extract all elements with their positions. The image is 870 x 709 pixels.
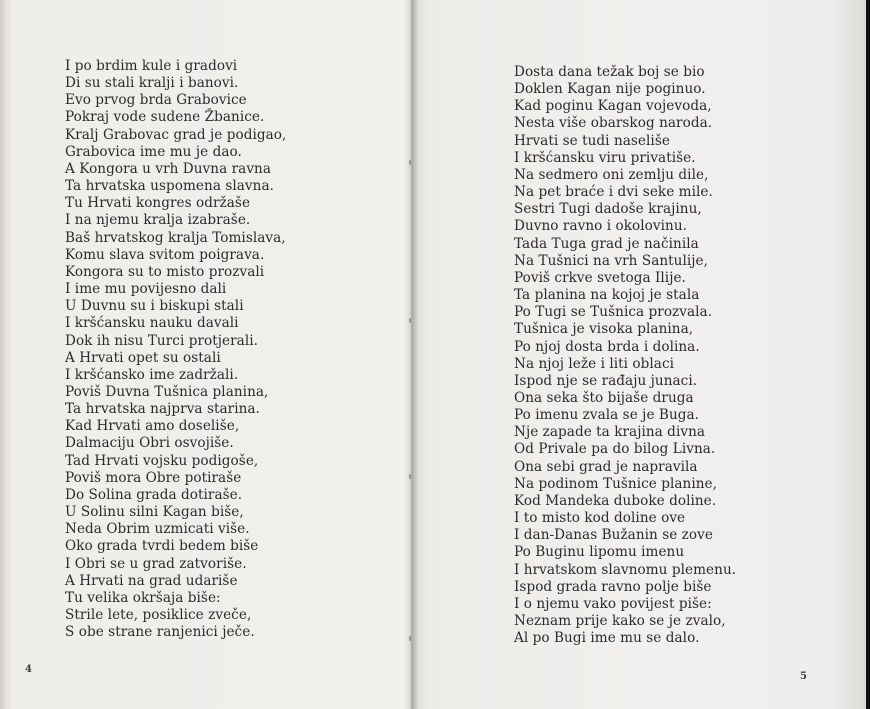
verse-line: I na njemu kralja izabraše.	[65, 212, 251, 229]
verse-line: Na pet braće i dvi seke mile.	[514, 184, 713, 201]
binding-stitch	[409, 160, 411, 165]
verse-line: Evo prvog brda Grabovice	[65, 92, 247, 109]
verse-line: A Kongora u vrh Duvna ravna	[65, 160, 272, 177]
verse-line: Sestri Tugi dadoše krajinu,	[514, 201, 702, 218]
verse-line: Ispod nje se rađaju junaci.	[514, 372, 698, 389]
verse-line: Od Privale pa do bilog Livna.	[514, 441, 716, 458]
verse-line: Al po Bugi ime mu se dalo.	[514, 630, 700, 647]
page-number-right: 5	[800, 671, 807, 682]
verse-line: Doklen Kagan nije poginuo.	[514, 81, 706, 98]
verse-line: Ta planina na kojoj je stala	[514, 287, 700, 304]
verse-line: Kad Hrvati amo doseliše,	[65, 418, 240, 435]
verse-line: Baš hrvatskog kralja Tomislava,	[65, 229, 286, 246]
verse-line: Di su stali kralji i banovi.	[65, 75, 239, 92]
verse-line: Kralj Grabovac grad je podigao,	[65, 126, 287, 143]
verse-line: Po imenu zvala se je Buga.	[514, 407, 700, 424]
verse-line: Na podinom Tušnice planine,	[514, 475, 718, 492]
verse-line: Strile lete, posiklice zveče,	[65, 607, 252, 623]
verse-line: Po Buginu lipomu imenu	[514, 544, 685, 561]
right-page-verses	[514, 64, 736, 647]
verse-line: Pokraj vode sudene Žbanice.	[65, 109, 265, 126]
verse-line: Dalmaciju Obri osvojiše.	[65, 435, 234, 452]
verse-line: I Obri se u grad zatvoriše.	[65, 555, 247, 572]
verse-line: S obe strane ranjenici ječe.	[65, 624, 255, 641]
verse-line: I dan-Danas Bužanin se zove	[514, 527, 713, 544]
verse-line: Po Tugi se Tušnica prozvala.	[514, 304, 713, 321]
verse-line: I ime mu povijesno dali	[65, 281, 227, 298]
binding-stitch	[409, 636, 411, 641]
book-gutter	[404, 0, 418, 709]
verse-line: I kršćansko ime zadržali.	[65, 366, 239, 383]
verse-line: Ta hrvatska uspomena slavna.	[65, 178, 274, 195]
verse-line: I to misto kod doline ove	[514, 510, 686, 527]
verse-line: Na sedmero oni zemlju dile,	[514, 166, 709, 183]
verse-line: U Duvnu su i biskupi stali	[65, 298, 244, 315]
verse-line: Tušnica je visoka planina,	[514, 321, 694, 338]
verse-line: A Hrvati opet su ostali	[65, 349, 221, 366]
verse-line: Hrvati se tudi naseliše	[514, 132, 670, 149]
verse-line: Ta hrvatska najprva starina.	[65, 401, 260, 418]
verse-line: Do Solina grada dotiraše.	[65, 486, 243, 503]
verse-line: Poviš crkve svetoga Ilije.	[514, 269, 686, 286]
page-number-left: 4	[25, 664, 32, 675]
verse-line: Neda Obrim uzmicati više.	[65, 521, 250, 538]
verse-line: Ona seka što bijaše druga	[514, 389, 694, 406]
verse-line: I hrvatskom slavnomu plemenu.	[514, 561, 737, 578]
verse-line: Komu slava svitom poigrava.	[65, 246, 265, 263]
verse-line: Neznam prije kako se je zvalo,	[514, 613, 726, 629]
verse-line: Tada Tuga grad je načinila	[514, 235, 699, 252]
verse-line: Kad poginu Kagan vojevoda,	[514, 98, 712, 115]
verse-line: Na njoj leže i liti oblaci	[514, 355, 675, 372]
verse-line: Kod Mandeka duboke doline.	[514, 492, 717, 509]
verse-line: Dosta dana težak boj se bio	[514, 64, 705, 80]
left-page-verses	[65, 58, 286, 641]
photo-edge	[866, 0, 870, 709]
verse-line: Ispod grada ravno polje biše	[514, 578, 712, 595]
verse-line: Kongora su to misto prozvali	[65, 263, 265, 280]
verse-line: Grabovica ime mu je dao.	[65, 143, 242, 160]
verse-line: U Solinu silni Kagan biše,	[65, 504, 244, 521]
verse-line: Nesta više obarskog naroda.	[514, 115, 713, 132]
verse-line: Poviš mora Obre potiraše	[65, 469, 242, 486]
verse-line: Duvno ravno i okolovinu.	[514, 218, 688, 235]
verse-line: Ona sebi grad je napravila	[514, 458, 698, 475]
verse-line: I kršćansku nauku davali	[65, 315, 239, 332]
verse-line: I kršćansku viru privatiše.	[514, 149, 696, 166]
verse-line: Nje zapade ta krajina divna	[514, 424, 706, 441]
verse-line: A Hrvati na grad udariše	[65, 572, 238, 589]
binding-stitch	[409, 474, 411, 479]
verse-line: Po njoj dosta brda i dolina.	[514, 338, 700, 355]
verse-line: Poviš Duvna Tušnica planina,	[65, 383, 269, 400]
verse-line: Tu Hrvati kongres održaše	[65, 195, 251, 212]
verse-line: Tad Hrvati vojsku podigoše,	[65, 452, 259, 469]
verse-line: Dok ih nisu Turci protjerali.	[65, 332, 258, 349]
verse-line: I o njemu vako povijest piše:	[514, 595, 712, 612]
verse-line: Oko grada tvrdi bedem biše	[65, 538, 259, 555]
verse-line: Na Tušnici na vrh Santulije,	[514, 252, 709, 269]
binding-stitch	[409, 318, 411, 323]
verse-line: I po brdim kule i gradovi	[65, 58, 238, 74]
verse-line: Tu velika okršaja biše:	[65, 589, 221, 606]
